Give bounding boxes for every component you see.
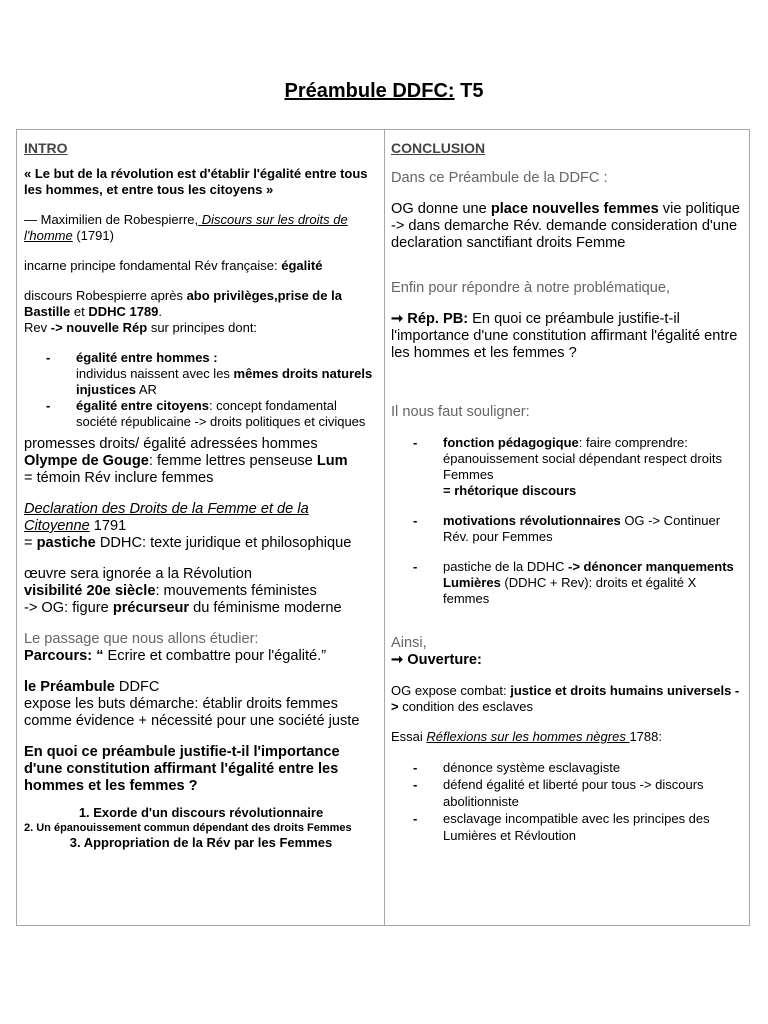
list-item: - motivations révolutionnaires OG -> Continuer Rév. pour Femmes [413,513,721,544]
ouverture: ➞ Ouverture: [391,652,482,668]
notes-table [16,129,750,926]
list-item: - dénonce système esclavagiste [413,760,621,775]
problematique: En quoi ce préambule justifie-t-il l'importance d'une constitution affirmant l'égalité entre les hommes et les femmes ? [24,744,340,794]
intro-column [17,130,384,925]
arrow-right-icon: ➞ [391,652,408,668]
conclusion-heading: CONCLUSION [391,140,486,156]
list-item: - égalité entre citoyens: concept fondamental société républicaine -> droits politiques et civiques [46,398,366,429]
principles-list [24,350,378,430]
points-list [391,435,741,607]
intro-heading: INTRO [24,140,68,156]
list-item: - fonction pédagogique: faire comprendre: épanouissement social dépendant respect droits Femmes = rhétorique discours [413,435,722,498]
list-item: - pastiche de la DDHC -> dénoncer manquements Lumières (DDHC + Rev): droits et égalité X femmes [413,559,734,606]
essai: Essai Réflexions sur les hommes nègres 1788: [391,729,662,744]
slavery-list [391,759,741,844]
page-title: Préambule DDFC: T5 [284,80,484,102]
conclusion-column: CONCLUSION Dans ce Préambule de la DDFC : OG donne une place nouvelles femmes vie politique -> dans demarche Rév. demande consideration d'une declaration sanctifiant droits Femme Enfin pour répondre à notre problématique, ➞ Rép. PB: En quoi ce préambule justifie-t-il l'importance d'une constitution affirmant l'égalité entre les hommes et les femmes ? Il nous faut souligner: - fonction pédagogique: faire comprendre: épanouissement social dépendant respect droits Femmes = rhétorique discours - motivations révolutionnaires OG -> Continuer Rév. pour Femmes - pastiche de la DDHC -> dénoncer manquements Lumières (DDHC + Rev): droits et égalité X femmes Ainsi, ➞ Ouverture: OG expose combat: justice et droits humains universels -> condition des esclaves Essai Réflexions sur les hommes nègres 1788: - dénonce système esclavagiste - défend égalité et liberté pour tous -> discours abolitionniste - esclavage incompatible avec les principes des Lumières et Révloution [391,140,740,843]
rev-line: Rev -> nouvelle Rép sur principes dont: [24,320,258,335]
og-paragraph: OG donne une place nouvelles femmes vie politique -> dans demarche Rév. demande consideration d'une declaration sanctifiant droits Femme [391,201,740,251]
quote-author: — Maximilien de Robespierre, Discours sur les droits de l'homme (1791) [24,212,348,243]
list-item: - égalité entre hommes : individus naissent avec les mêmes droits naturels injustices AR [46,350,373,397]
incarne-line: incarne principe fondamental Rév française: égalité [24,258,323,273]
intro-quote: « Le but de la révolution est d'établir l'égalité entre tous les hommes, et entre tous les citoyens » [24,166,368,197]
intro-cell [17,130,385,926]
rep-pb: ➞ Rép. PB: En quoi ce préambule justifie-t-il l'importance d'une constitution affirmant l'égalité entre les hommes et les femmes ? [391,311,738,361]
list-item: - défend égalité et liberté pour tous -> discours abolitionniste [413,777,704,809]
conclusion-cell [385,130,750,926]
og-combat: OG expose combat: justice et droits humains universels -> condition des esclaves [391,683,740,714]
list-item: - esclavage incompatible avec les principes des Lumières et Révloution [413,811,710,843]
plan-list: 1. Exorde d'un discours révolutionnaire 2. Un épanouissement commun dépendant des droits Femmes 3. Appropriation de la Rév par les Femmes [24,805,352,850]
arrow-right-icon: ➞ [391,311,408,327]
olympe-block: promesses droits/ égalité adressées hommes Olympe de Gouge: femme lettres penseuse Lum = témoin Rév inclure femmes Declaration des Droits de la Femme et de la Citoyenne 1791 = pastiche DDHC: texte juridique et philosophique œuvre sera ignorée a la Révolution visibilité 20e siècle: mouvements féministes -> OG: figure précurseur du féminisme moderne Le passage que nous allons étudier: Parcours: “ Ecrire et combattre pour l'égalité.” le Préambule DDFC expose les buts démarche: établir droits femmes comme évidence + nécessité pour une société juste En quoi ce préambule justifie-t-il l'importance d'une constitution affirmant l'égalité entre les hommes et les femmes ? [24,436,378,795]
discours-line: discours Robespierre après abo privilèges,prise de la Bastille et DDHC 1789. [24,288,342,319]
